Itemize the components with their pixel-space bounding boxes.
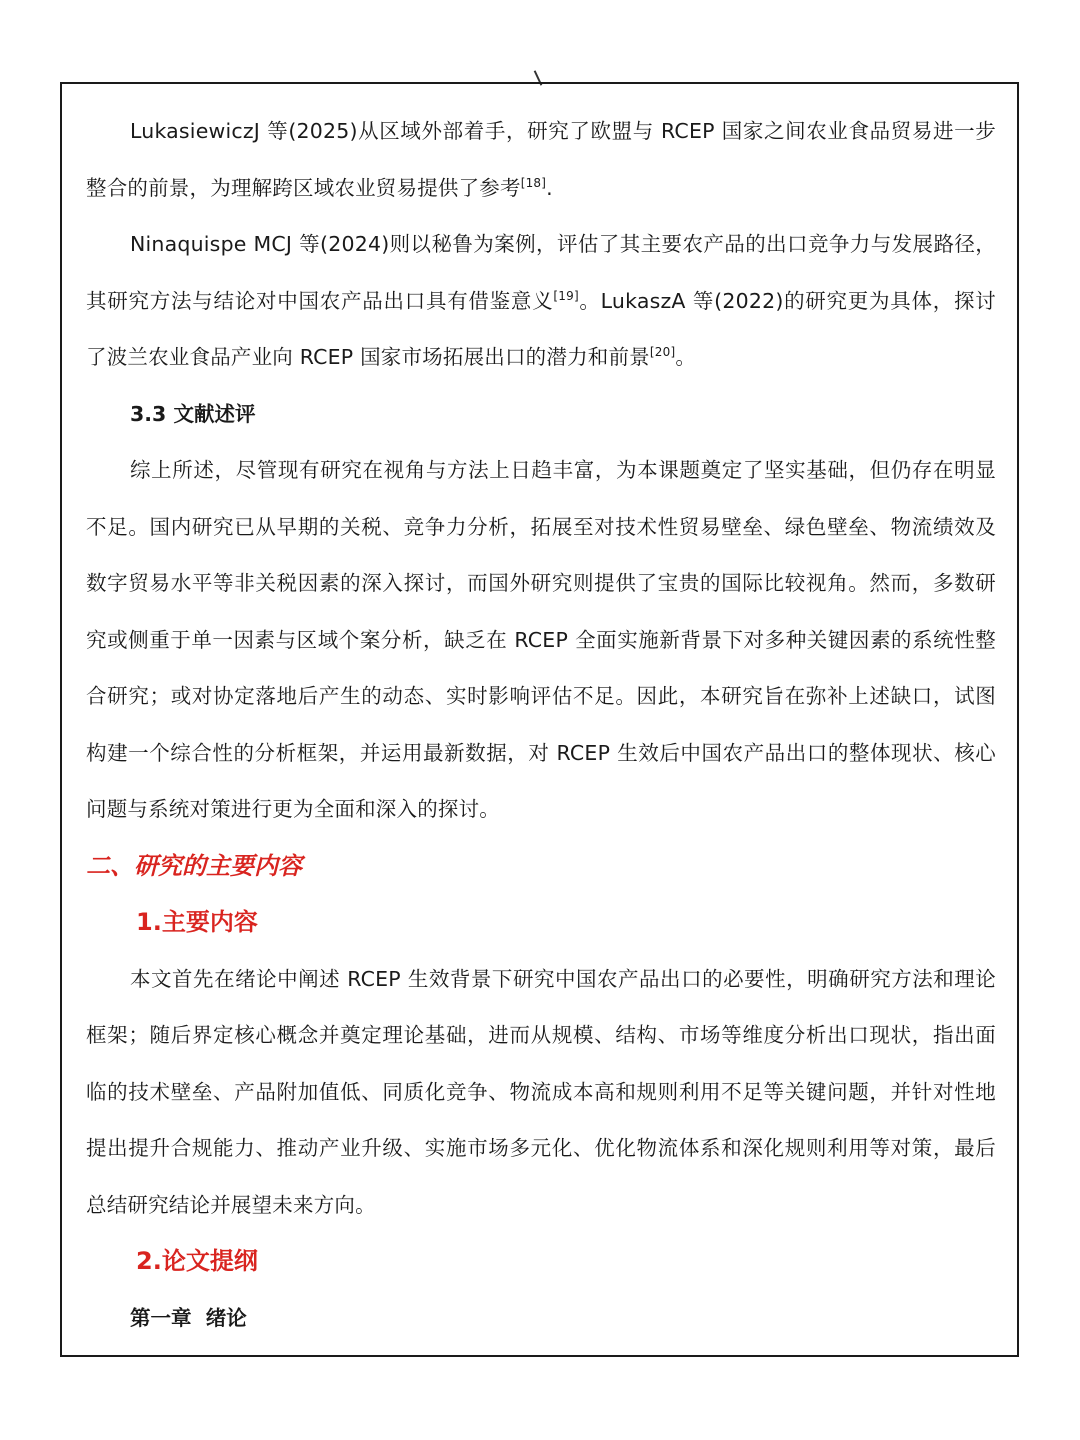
section-heading-main-content: 二、研究的主要内容 [86, 851, 302, 880]
paragraph-text: Ninaquispe MCJ 等(2024)则以秘鲁为案例，评估了其主要农产品的出口竞争力与发展路径，其研究方法与结论对中国农产品出口具有借鉴意义 [86, 232, 996, 313]
subheading-outline: 2.论文提纲 [136, 1247, 258, 1275]
paragraph-text: LukasiewiczJ 等(2025)从区域外部着手，研究了欧盟与 RCEP 国家之间农业食品贸易进一步整合的前景，为理解跨区域农业贸易提供了参考 [86, 119, 996, 200]
paragraph-main-content: 本文首先在绪论中阐述 RCEP 生效背景下研究中国农产品出口的必要性，明确研究方法和理论框架；随后界定核心概念并奠定理论基础，进而从规模、结构、市场等维度分析出口现状，指出面临的技术壁垒、产品附加值低、同质化竞争、物流成本高和规则利用不足等关键问题，并针对性地提出提升合规能力、推动产业升级、实施市场多元化、优化物流体系和深化规则利用等对策，最后总结研究结论并展望未来方向。 [86, 966, 996, 1217]
paragraph-tail: . [546, 175, 553, 200]
chapter-1-title: 第一章 绪论 [130, 1305, 247, 1330]
citation-19[interactable]: [19] [553, 288, 579, 303]
paragraph-ninaquispe [86, 216, 996, 386]
heading-literature-review: 3.3 文献述评 [130, 401, 256, 426]
paragraph-text: 。LukaszA 等(2022)的研究更为具体，探讨了波兰农业食品产业向 RCEP 国家市场拓展出口的潜力和前景 [86, 288, 996, 369]
paragraph-lukasiewicz [86, 103, 996, 216]
citation-18[interactable]: [18] [520, 175, 547, 190]
citation-20[interactable]: [20] [649, 345, 676, 360]
document-body [86, 103, 996, 1346]
paragraph-tail: 。 [675, 345, 697, 369]
subheading-main-content: 1.主要内容 [136, 908, 258, 936]
paragraph-literature-review: 综上所述，尽管现有研究在视角与方法上日趋丰富，为本课题奠定了坚实基础，但仍存在明显不足。国内研究已从早期的关税、竞争力分析，拓展至对技术性贸易壁垒、绿色壁垒、物流绩效及数字贸易水平等非关税因素的深入探讨，而国外研究则提供了宝贵的国际比较视角。然而，多数研究或侧重于单一因素与区域个案分析，缺乏在 RCEP 全面实施新背景下对多种关键因素的系统性整合研究；或对协定落地后产生的动态、实时影响评估不足。因此，本研究旨在弥补上述缺口，试图构建一个综合性的分析框架，并运用最新数据，对 RCEP 生效后中国农产品出口的整体现状、核心问题与系统对策进行更为全面和深入的探讨。 [86, 458, 996, 821]
